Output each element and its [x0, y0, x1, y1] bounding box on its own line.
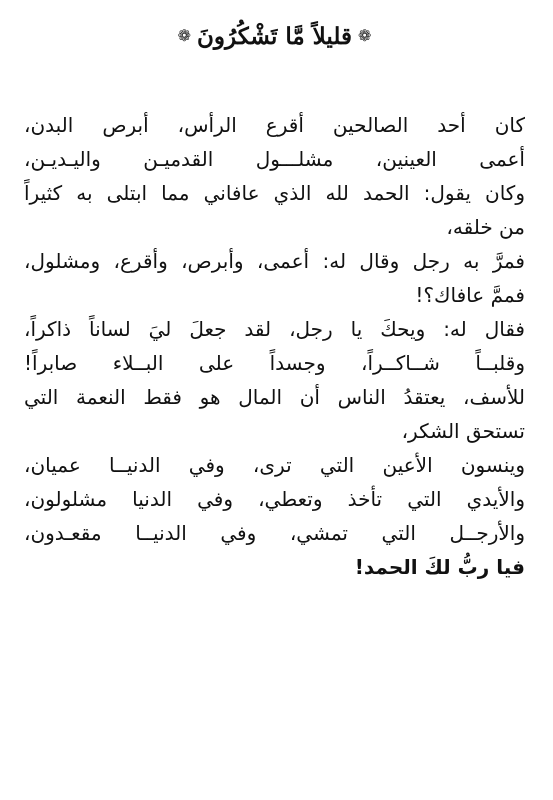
text-line-9: للأسف، يعتقدُ الناس أن المال هو فقط النعمة التي	[24, 385, 525, 409]
title-row	[24, 0, 525, 58]
text-line-5: فمرَّ به رجل وقال له: أعمى، وأبرص، وأقرع، ومشلول،	[24, 249, 525, 273]
text-line-12: والأيدي التي تأخذ وتعطي، وفي الدنيا مشلولون،	[24, 487, 525, 511]
text-line-6: فممَّ عافاك؟!	[415, 283, 525, 307]
text-line-13: والأرجــل التي تمشي، وفي الدنيــا مقعـدون،	[24, 521, 525, 545]
text-line-4: من خلقه،	[446, 215, 525, 239]
text-line-1: كان أحد الصالحين أقرع الرأس، أبرص البدن،	[24, 113, 525, 137]
text-line-7: فقال له: ويحكَ يا رجل، لقد جعلَ ليَ لساناً ذاكراً،	[24, 317, 525, 341]
text-line-11: وينسون الأعين التي ترى، وفي الدنيــا عميان،	[24, 453, 525, 477]
page-title: قليلاً مَّا تَشْكُرُونَ	[197, 22, 352, 50]
text-body	[24, 108, 525, 584]
text-line-2: أعمى العينين، مشلـــول القدميـن واليـديـن،	[24, 147, 525, 171]
text-line-8: وقلبــاً شــاكــراً، وجسداً على البــلاء صابراً!	[24, 351, 525, 375]
text-line-14: فيا ربُّ لكَ الحمد!	[354, 555, 525, 579]
ornament-right-icon: ❁	[357, 26, 372, 45]
text-line-10: تستحق الشكر،	[401, 419, 525, 443]
text-line-3: وكان يقول: الحمد لله الذي عافاني مما ابتلى به كثيراً	[24, 181, 525, 205]
ornament-left-icon: ❁	[177, 26, 192, 45]
